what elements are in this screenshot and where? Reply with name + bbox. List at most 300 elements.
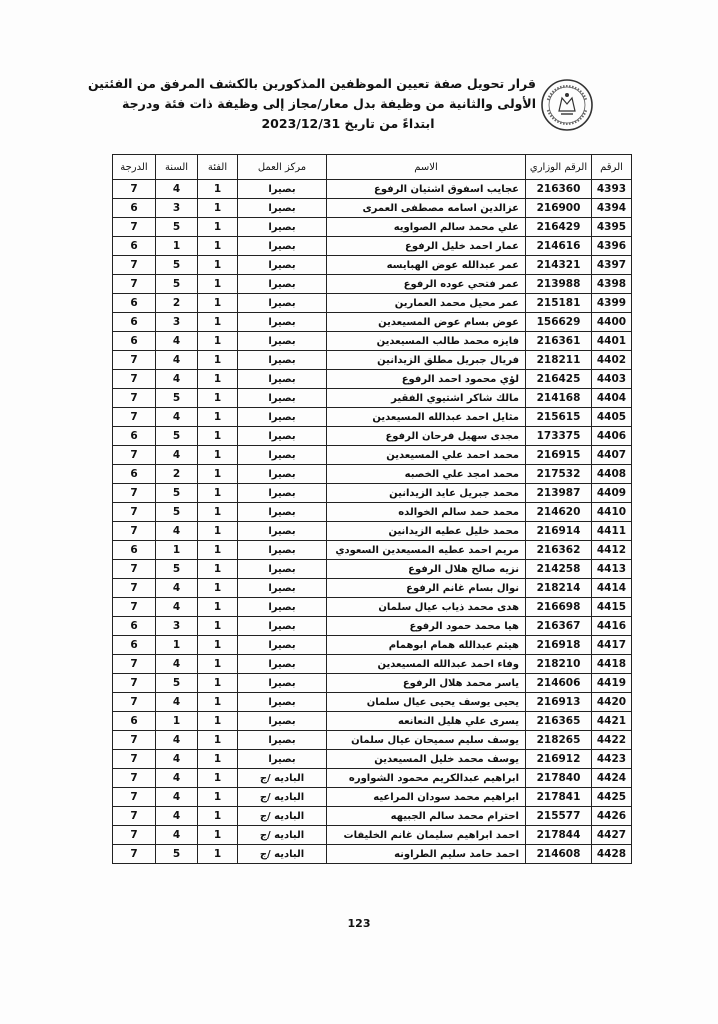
- cell-category: 1: [198, 693, 238, 712]
- table-body: [113, 180, 632, 864]
- column-header-name: الاسم: [327, 155, 526, 180]
- cell-work-center: بصيرا: [238, 693, 327, 712]
- cell-number: 4425: [592, 788, 632, 807]
- cell-name: علي محمد سالم الصواويه: [327, 218, 526, 237]
- cell-grade: 7: [113, 446, 156, 465]
- cell-number: 4426: [592, 807, 632, 826]
- cell-grade: 7: [113, 693, 156, 712]
- cell-category: 1: [198, 560, 238, 579]
- cell-year: 1: [156, 712, 198, 731]
- cell-ministry-number: 216429: [526, 218, 592, 237]
- cell-year: 1: [156, 237, 198, 256]
- cell-category: 1: [198, 237, 238, 256]
- cell-year: 3: [156, 199, 198, 218]
- header-line-2: الأولى والثانية من وظيفة بدل معار/مجاز إلى وظيفة ذات فئة ودرجة: [122, 96, 536, 111]
- cell-work-center: بصيرا: [238, 636, 327, 655]
- cell-ministry-number: 214620: [526, 503, 592, 522]
- table-row: [113, 389, 632, 408]
- cell-category: 1: [198, 332, 238, 351]
- cell-ministry-number: 214168: [526, 389, 592, 408]
- cell-number: 4413: [592, 560, 632, 579]
- cell-ministry-number: 216698: [526, 598, 592, 617]
- cell-ministry-number: 216918: [526, 636, 592, 655]
- cell-category: 1: [198, 503, 238, 522]
- cell-year: 5: [156, 845, 198, 864]
- cell-number: 4399: [592, 294, 632, 313]
- cell-work-center: بصيرا: [238, 541, 327, 560]
- cell-name: هيثم عبدالله همام ابوهمام: [327, 636, 526, 655]
- cell-name: احترام محمد سالم الجبيهه: [327, 807, 526, 826]
- cell-name: محمد حمد سالم الخوالده: [327, 503, 526, 522]
- table-row: [113, 541, 632, 560]
- cell-work-center: الباديه /ج: [238, 845, 327, 864]
- cell-ministry-number: 156629: [526, 313, 592, 332]
- cell-grade: 6: [113, 199, 156, 218]
- cell-year: 4: [156, 446, 198, 465]
- cell-work-center: بصيرا: [238, 332, 327, 351]
- cell-year: 3: [156, 313, 198, 332]
- cell-grade: 6: [113, 294, 156, 313]
- cell-name: محمد امجد علي الخصبه: [327, 465, 526, 484]
- cell-work-center: بصيرا: [238, 427, 327, 446]
- table-row: [113, 731, 632, 750]
- cell-ministry-number: 216360: [526, 180, 592, 199]
- cell-category: 1: [198, 484, 238, 503]
- cell-year: 2: [156, 465, 198, 484]
- cell-category: 1: [198, 598, 238, 617]
- cell-name: عمر عبدالله عوض الهبايسه: [327, 256, 526, 275]
- cell-work-center: بصيرا: [238, 408, 327, 427]
- cell-category: 1: [198, 522, 238, 541]
- cell-work-center: الباديه /ج: [238, 807, 327, 826]
- table-row: [113, 826, 632, 845]
- cell-ministry-number: 215615: [526, 408, 592, 427]
- cell-number: 4419: [592, 674, 632, 693]
- table-row: [113, 370, 632, 389]
- page-number: 123: [347, 917, 371, 930]
- column-header-ministry-number: الرقم الوزاري: [526, 155, 592, 180]
- cell-number: 4398: [592, 275, 632, 294]
- cell-category: 1: [198, 408, 238, 427]
- cell-ministry-number: 214608: [526, 845, 592, 864]
- table-row: [113, 351, 632, 370]
- cell-year: 4: [156, 693, 198, 712]
- cell-name: نزيه صالح هلال الرفوع: [327, 560, 526, 579]
- cell-work-center: بصيرا: [238, 712, 327, 731]
- cell-year: 4: [156, 807, 198, 826]
- employees-table: [112, 154, 632, 864]
- cell-number: 4427: [592, 826, 632, 845]
- cell-ministry-number: 216365: [526, 712, 592, 731]
- table-row: [113, 560, 632, 579]
- table-row: [113, 484, 632, 503]
- cell-year: 4: [156, 408, 198, 427]
- cell-ministry-number: 214616: [526, 237, 592, 256]
- table-row: [113, 256, 632, 275]
- cell-name: هيا محمد حمود الرفوع: [327, 617, 526, 636]
- cell-grade: 7: [113, 218, 156, 237]
- cell-name: ياسر محمد هلال الرفوع: [327, 674, 526, 693]
- cell-work-center: بصيرا: [238, 237, 327, 256]
- cell-ministry-number: 218211: [526, 351, 592, 370]
- cell-name: مثايل احمد عبدالله المسيعدين: [327, 408, 526, 427]
- table-row: [113, 275, 632, 294]
- cell-grade: 6: [113, 617, 156, 636]
- cell-category: 1: [198, 427, 238, 446]
- table-row: [113, 693, 632, 712]
- table-row: [113, 427, 632, 446]
- cell-grade: 7: [113, 845, 156, 864]
- cell-work-center: بصيرا: [238, 731, 327, 750]
- cell-ministry-number: 173375: [526, 427, 592, 446]
- column-header-category: الفئة: [198, 155, 238, 180]
- cell-category: 1: [198, 275, 238, 294]
- cell-grade: 7: [113, 788, 156, 807]
- table-row: [113, 180, 632, 199]
- cell-category: 1: [198, 769, 238, 788]
- cell-ministry-number: 216361: [526, 332, 592, 351]
- column-header-year: السنة: [156, 155, 198, 180]
- cell-work-center: بصيرا: [238, 655, 327, 674]
- cell-grade: 7: [113, 750, 156, 769]
- cell-number: 4420: [592, 693, 632, 712]
- cell-ministry-number: 218210: [526, 655, 592, 674]
- cell-name: يحيى يوسف يحيى عيال سلمان: [327, 693, 526, 712]
- cell-category: 1: [198, 180, 238, 199]
- cell-grade: 7: [113, 503, 156, 522]
- cell-category: 1: [198, 256, 238, 275]
- table-row: [113, 598, 632, 617]
- cell-category: 1: [198, 446, 238, 465]
- cell-number: 4407: [592, 446, 632, 465]
- cell-work-center: بصيرا: [238, 484, 327, 503]
- cell-grade: 7: [113, 389, 156, 408]
- cell-ministry-number: 217532: [526, 465, 592, 484]
- cell-ministry-number: 213987: [526, 484, 592, 503]
- cell-name: عجايب اسفوق اشتيان الرفوع: [327, 180, 526, 199]
- cell-number: 4403: [592, 370, 632, 389]
- cell-ministry-number: 215577: [526, 807, 592, 826]
- cell-year: 5: [156, 275, 198, 294]
- cell-name: محمد جبريل عايد الزيدانين: [327, 484, 526, 503]
- table-row: [113, 522, 632, 541]
- column-header-number: الرقم: [592, 155, 632, 180]
- cell-work-center: بصيرا: [238, 750, 327, 769]
- cell-year: 1: [156, 541, 198, 560]
- cell-ministry-number: 217840: [526, 769, 592, 788]
- cell-year: 4: [156, 370, 198, 389]
- cell-name: عمار احمد خليل الرفوع: [327, 237, 526, 256]
- cell-grade: 7: [113, 655, 156, 674]
- cell-number: 4409: [592, 484, 632, 503]
- cell-name: يوسف محمد خليل المسيعدين: [327, 750, 526, 769]
- cell-category: 1: [198, 541, 238, 560]
- cell-number: 4405: [592, 408, 632, 427]
- cell-ministry-number: 216367: [526, 617, 592, 636]
- cell-year: 1: [156, 636, 198, 655]
- cell-work-center: بصيرا: [238, 370, 327, 389]
- cell-year: 5: [156, 427, 198, 446]
- cell-category: 1: [198, 389, 238, 408]
- cell-grade: 7: [113, 769, 156, 788]
- cell-grade: 6: [113, 332, 156, 351]
- cell-category: 1: [198, 845, 238, 864]
- table-row: [113, 503, 632, 522]
- cell-grade: 7: [113, 807, 156, 826]
- cell-year: 4: [156, 332, 198, 351]
- cell-work-center: بصيرا: [238, 446, 327, 465]
- cell-year: 5: [156, 503, 198, 522]
- cell-year: 3: [156, 617, 198, 636]
- cell-number: 4397: [592, 256, 632, 275]
- table-row: [113, 237, 632, 256]
- cell-name: عمر محيل محمد العمارين: [327, 294, 526, 313]
- cell-work-center: الباديه /ج: [238, 788, 327, 807]
- cell-work-center: بصيرا: [238, 560, 327, 579]
- table-row: [113, 674, 632, 693]
- cell-year: 4: [156, 750, 198, 769]
- cell-category: 1: [198, 579, 238, 598]
- cell-ministry-number: 217844: [526, 826, 592, 845]
- cell-number: 4402: [592, 351, 632, 370]
- cell-year: 5: [156, 560, 198, 579]
- cell-grade: 7: [113, 180, 156, 199]
- cell-work-center: بصيرا: [238, 256, 327, 275]
- cell-name: ابراهيم محمد سودان المراعيه: [327, 788, 526, 807]
- table-row: [113, 199, 632, 218]
- table-row: [113, 465, 632, 484]
- cell-grade: 7: [113, 674, 156, 693]
- cell-category: 1: [198, 807, 238, 826]
- cell-name: عوض بسام عوض المسيعدين: [327, 313, 526, 332]
- cell-ministry-number: 214606: [526, 674, 592, 693]
- table-row: [113, 845, 632, 864]
- cell-grade: 7: [113, 522, 156, 541]
- cell-grade: 6: [113, 237, 156, 256]
- cell-work-center: بصيرا: [238, 579, 327, 598]
- table-row: [113, 788, 632, 807]
- cell-category: 1: [198, 313, 238, 332]
- cell-work-center: بصيرا: [238, 275, 327, 294]
- cell-work-center: بصيرا: [238, 180, 327, 199]
- cell-year: 4: [156, 180, 198, 199]
- cell-name: عزالدين اسامه مصطفى العمرى: [327, 199, 526, 218]
- table-row: [113, 712, 632, 731]
- cell-work-center: بصيرا: [238, 218, 327, 237]
- cell-number: 4410: [592, 503, 632, 522]
- cell-grade: 6: [113, 465, 156, 484]
- cell-number: 4395: [592, 218, 632, 237]
- cell-category: 1: [198, 750, 238, 769]
- cell-year: 4: [156, 788, 198, 807]
- table-row: [113, 579, 632, 598]
- cell-grade: 6: [113, 636, 156, 655]
- cell-year: 2: [156, 294, 198, 313]
- cell-number: 4394: [592, 199, 632, 218]
- cell-ministry-number: 214258: [526, 560, 592, 579]
- cell-category: 1: [198, 788, 238, 807]
- cell-name: يسرى علي هليل النعانعه: [327, 712, 526, 731]
- cell-ministry-number: 216914: [526, 522, 592, 541]
- cell-work-center: بصيرا: [238, 522, 327, 541]
- cell-ministry-number: 218214: [526, 579, 592, 598]
- cell-name: عمر فتحي عوده الرفوع: [327, 275, 526, 294]
- cell-category: 1: [198, 636, 238, 655]
- cell-grade: 7: [113, 826, 156, 845]
- cell-work-center: بصيرا: [238, 598, 327, 617]
- cell-number: 4411: [592, 522, 632, 541]
- cell-number: 4418: [592, 655, 632, 674]
- cell-grade: 7: [113, 408, 156, 427]
- cell-name: محمد خليل عطيه الزيدانين: [327, 522, 526, 541]
- cell-grade: 7: [113, 598, 156, 617]
- cell-work-center: بصيرا: [238, 617, 327, 636]
- table-row: [113, 750, 632, 769]
- cell-grade: 7: [113, 351, 156, 370]
- cell-number: 4400: [592, 313, 632, 332]
- cell-ministry-number: 216915: [526, 446, 592, 465]
- cell-grade: 7: [113, 579, 156, 598]
- table-row: [113, 769, 632, 788]
- cell-year: 5: [156, 484, 198, 503]
- table-row: [113, 636, 632, 655]
- cell-work-center: بصيرا: [238, 674, 327, 693]
- cell-number: 4424: [592, 769, 632, 788]
- cell-name: مريم احمد عطيه المسيعدين السعودي: [327, 541, 526, 560]
- cell-number: 4408: [592, 465, 632, 484]
- cell-number: 4421: [592, 712, 632, 731]
- cell-ministry-number: 216425: [526, 370, 592, 389]
- cell-year: 5: [156, 256, 198, 275]
- table-row: [113, 294, 632, 313]
- cell-year: 4: [156, 731, 198, 750]
- cell-category: 1: [198, 370, 238, 389]
- cell-number: 4412: [592, 541, 632, 560]
- table-row: [113, 807, 632, 826]
- cell-ministry-number: 216362: [526, 541, 592, 560]
- cell-work-center: بصيرا: [238, 294, 327, 313]
- document-header: [87, 74, 536, 134]
- cell-name: مجدى سهيل فرحان الرفوع: [327, 427, 526, 446]
- cell-name: فريال جبريل مطلق الزيدانين: [327, 351, 526, 370]
- cell-grade: 7: [113, 370, 156, 389]
- cell-year: 4: [156, 655, 198, 674]
- cell-grade: 7: [113, 560, 156, 579]
- cell-year: 4: [156, 579, 198, 598]
- cell-year: 5: [156, 674, 198, 693]
- cell-name: مالك شاكر اشتيوي الفقير: [327, 389, 526, 408]
- cell-category: 1: [198, 731, 238, 750]
- cell-work-center: الباديه /ج: [238, 769, 327, 788]
- cell-category: 1: [198, 826, 238, 845]
- cell-grade: 6: [113, 313, 156, 332]
- table-row: [113, 332, 632, 351]
- cell-number: 4393: [592, 180, 632, 199]
- cell-year: 4: [156, 351, 198, 370]
- cell-name: هدى محمد ذياب عيال سلمان: [327, 598, 526, 617]
- cell-work-center: الباديه /ج: [238, 826, 327, 845]
- cell-category: 1: [198, 218, 238, 237]
- cell-category: 1: [198, 465, 238, 484]
- cell-work-center: بصيرا: [238, 199, 327, 218]
- header-line-1: قرار تحويل صفة تعيين الموظفين المذكورين بالكشف المرفق من الفئتين: [87, 76, 536, 91]
- cell-category: 1: [198, 655, 238, 674]
- cell-number: 4415: [592, 598, 632, 617]
- cell-number: 4406: [592, 427, 632, 446]
- cell-number: 4414: [592, 579, 632, 598]
- cell-ministry-number: 214321: [526, 256, 592, 275]
- cell-name: احمد حامد سليم الطراونه: [327, 845, 526, 864]
- cell-year: 4: [156, 826, 198, 845]
- cell-category: 1: [198, 351, 238, 370]
- cell-number: 4428: [592, 845, 632, 864]
- cell-name: لؤي محمود احمد الرفوع: [327, 370, 526, 389]
- header-line-3: ابتداءً من تاريخ 2023/12/31: [261, 116, 435, 131]
- cell-work-center: بصيرا: [238, 465, 327, 484]
- table-header-row: [113, 155, 632, 180]
- cell-ministry-number: 218265: [526, 731, 592, 750]
- cell-ministry-number: 217841: [526, 788, 592, 807]
- table-row: [113, 313, 632, 332]
- cell-number: 4422: [592, 731, 632, 750]
- cell-number: 4416: [592, 617, 632, 636]
- cell-year: 4: [156, 522, 198, 541]
- cell-name: وفاء احمد عبدالله المسيعدين: [327, 655, 526, 674]
- cell-work-center: بصيرا: [238, 503, 327, 522]
- cell-year: 4: [156, 598, 198, 617]
- table-row: [113, 408, 632, 427]
- ministry-seal-logo: [540, 78, 594, 132]
- cell-number: 4401: [592, 332, 632, 351]
- cell-number: 4423: [592, 750, 632, 769]
- cell-work-center: بصيرا: [238, 351, 327, 370]
- employees-table-container: [112, 154, 631, 864]
- cell-grade: 7: [113, 256, 156, 275]
- cell-category: 1: [198, 712, 238, 731]
- cell-name: فايزه محمد طالب المسيعدين: [327, 332, 526, 351]
- table-row: [113, 218, 632, 237]
- column-header-work-center: مركز العمل: [238, 155, 327, 180]
- cell-name: محمد احمد علي المسيعدين: [327, 446, 526, 465]
- cell-year: 5: [156, 218, 198, 237]
- cell-grade: 6: [113, 712, 156, 731]
- cell-grade: 6: [113, 427, 156, 446]
- cell-name: نوال بسام غانم الرفوع: [327, 579, 526, 598]
- cell-name: يوسف سليم سميحان عيال سلمان: [327, 731, 526, 750]
- cell-year: 5: [156, 389, 198, 408]
- cell-category: 1: [198, 294, 238, 313]
- cell-ministry-number: 216913: [526, 693, 592, 712]
- cell-grade: 6: [113, 541, 156, 560]
- cell-year: 4: [156, 769, 198, 788]
- cell-work-center: بصيرا: [238, 313, 327, 332]
- cell-category: 1: [198, 617, 238, 636]
- cell-grade: 7: [113, 731, 156, 750]
- table-row: [113, 617, 632, 636]
- table-row: [113, 655, 632, 674]
- cell-number: 4396: [592, 237, 632, 256]
- cell-grade: 7: [113, 484, 156, 503]
- cell-number: 4404: [592, 389, 632, 408]
- cell-number: 4417: [592, 636, 632, 655]
- cell-grade: 7: [113, 275, 156, 294]
- cell-category: 1: [198, 674, 238, 693]
- cell-name: احمد ابراهيم سليمان غانم الخليفات: [327, 826, 526, 845]
- cell-category: 1: [198, 199, 238, 218]
- cell-ministry-number: 215181: [526, 294, 592, 313]
- column-header-grade: الدرجة: [113, 155, 156, 180]
- cell-ministry-number: 216912: [526, 750, 592, 769]
